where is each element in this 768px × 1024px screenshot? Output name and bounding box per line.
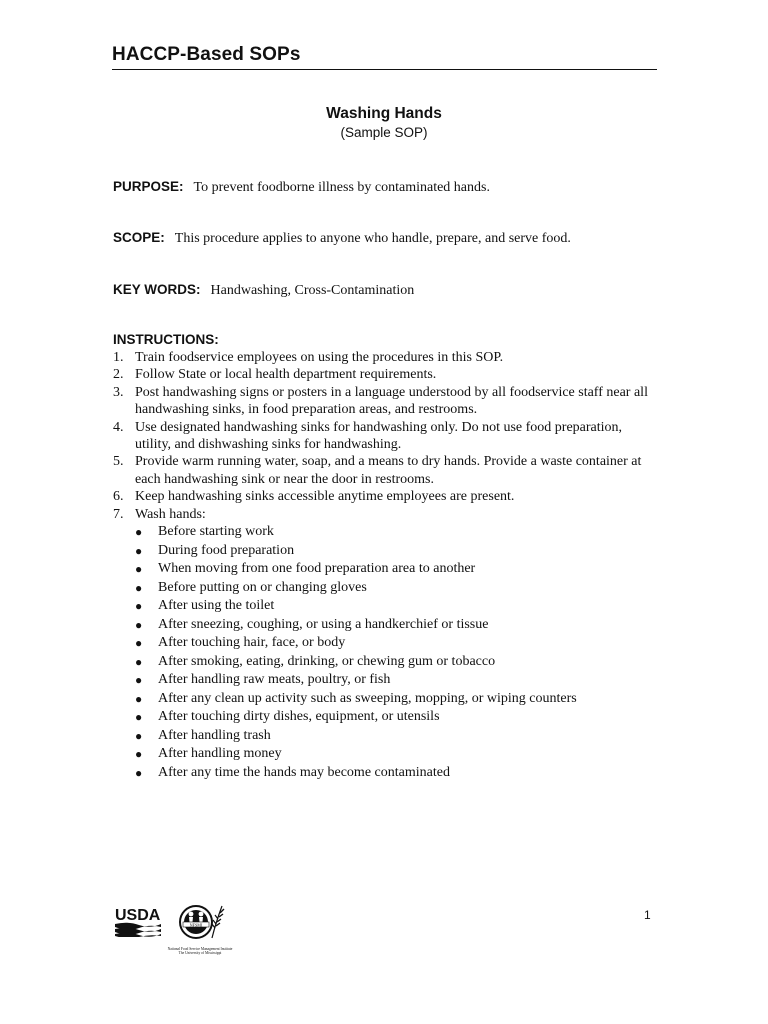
bullet-icon: ● (135, 599, 143, 613)
bullet-icon: ● (135, 543, 143, 558)
bullet-text: After any clean up activity such as sweeping, mopping, or wiping counters (158, 690, 577, 706)
scope-section (113, 229, 571, 247)
bullet-text: After smoking, eating, drinking, or chewing gum or tobacco (158, 653, 496, 669)
instructions-list (113, 349, 658, 523)
bullet-icon: ● (135, 765, 143, 780)
bullet-item (135, 560, 655, 579)
bullet-icon: ● (135, 673, 143, 687)
bullet-item (135, 523, 655, 542)
item-number: 3. (113, 384, 124, 400)
wash-hands-bullet-list (135, 523, 655, 782)
list-item (113, 384, 658, 419)
usda-logo (114, 905, 162, 937)
bullet-text: Before putting on or changing gloves (158, 579, 367, 595)
bullet-item (135, 764, 655, 783)
nfsmi-logo-text: NFSMI (189, 922, 203, 928)
bullet-item (135, 690, 655, 709)
bullet-item (135, 745, 655, 764)
bullet-text: After touching dirty dishes, equipment, or utensils (158, 709, 440, 724)
bullet-icon: ● (135, 691, 143, 706)
item-text: Post handwashing signs or posters in a language understood by all foodservice staff near all handwashing sinks, in food preparation areas, and restrooms. (135, 384, 648, 418)
header-title: HACCP-Based SOPs (112, 44, 301, 65)
nfsmi-caption-line1: National Food Service Management Institute (167, 947, 233, 951)
bullet-text: After using the toilet (158, 598, 275, 613)
item-text: Provide warm running water, soap, and a means to dry hands. Provide a waste container at each handwashing sink or near the door in restrooms. (135, 454, 642, 487)
item-text: Keep handwashing sinks accessible anytime employees are present. (135, 489, 515, 505)
item-text: Wash hands: (135, 506, 206, 522)
instructions-heading: INSTRUCTIONS: (113, 332, 219, 347)
bullet-text: During food preparation (158, 542, 295, 558)
list-item (113, 349, 658, 366)
list-item (113, 366, 658, 383)
item-number: 4. (113, 419, 124, 435)
bullet-icon: ● (135, 728, 143, 743)
bullet-item (135, 542, 655, 561)
bullet-text: Before starting work (158, 524, 274, 539)
bullet-item (135, 634, 655, 653)
item-text: Follow State or local health department requirements. (135, 367, 437, 383)
bullet-text: After sneezing, coughing, or using a handkerchief or tissue (158, 616, 489, 632)
scope-text: This procedure applies to anyone who handle, prepare, and serve food. (174, 231, 571, 246)
bullet-text: When moving from one food preparation area to another (158, 561, 476, 576)
bullet-icon: ● (135, 654, 143, 669)
nfsmi-caption (160, 947, 240, 955)
list-item (113, 488, 658, 505)
item-text: Train foodservice employees on using the procedures in this SOP. (135, 350, 504, 365)
bullet-icon: ● (135, 525, 143, 539)
list-item (113, 453, 658, 488)
usda-logo-text: USDA (115, 907, 161, 924)
item-number: 1. (113, 350, 124, 365)
key-words-label: KEY WORDS: (113, 282, 201, 297)
purpose-section (113, 178, 490, 196)
bullet-text: After handling money (158, 746, 282, 761)
bullet-item (135, 727, 655, 746)
key-words-text: Handwashing, Cross-Contamination (210, 283, 415, 298)
bullet-item (135, 597, 655, 616)
document-subtitle: (Sample SOP) (340, 125, 428, 140)
item-number: 5. (113, 454, 124, 470)
bullet-item (135, 671, 655, 690)
bullet-icon: ● (135, 562, 143, 576)
bullet-text: After handling raw meats, poultry, or fish (158, 672, 391, 687)
page-number: 1 (644, 908, 651, 922)
list-item (113, 419, 658, 454)
item-number: 6. (113, 489, 124, 505)
bullet-icon: ● (135, 580, 143, 595)
bullet-icon: ● (135, 636, 143, 650)
list-item (113, 506, 658, 523)
bullet-text: After any time the hands may become contaminated (158, 764, 450, 780)
item-number: 7. (113, 506, 124, 522)
document-title: Washing Hands (326, 105, 442, 122)
bullet-icon: ● (135, 710, 143, 724)
item-text: Use designated handwashing sinks for handwashing only. Do not use food preparation, utility, and dishwashing sinks for handwashing. (135, 419, 623, 453)
bullet-text: After touching hair, face, or body (158, 635, 346, 650)
key-words-section (113, 281, 414, 299)
bullet-item (135, 653, 655, 672)
item-number: 2. (113, 367, 124, 383)
bullet-icon: ● (135, 617, 143, 632)
nfsmi-caption-line2: The University of Mississippi (178, 951, 222, 956)
nfsmi-logo (172, 900, 232, 946)
bullet-item (135, 579, 655, 598)
bullet-item (135, 616, 655, 635)
purpose-label: PURPOSE: (113, 179, 184, 194)
bullet-item (135, 708, 655, 727)
scope-label: SCOPE: (113, 230, 165, 245)
header-divider (112, 69, 657, 70)
purpose-text: To prevent foodborne illness by contaminated hands. (193, 180, 490, 195)
bullet-text: After handling trash (158, 727, 271, 743)
bullet-icon: ● (135, 747, 143, 761)
